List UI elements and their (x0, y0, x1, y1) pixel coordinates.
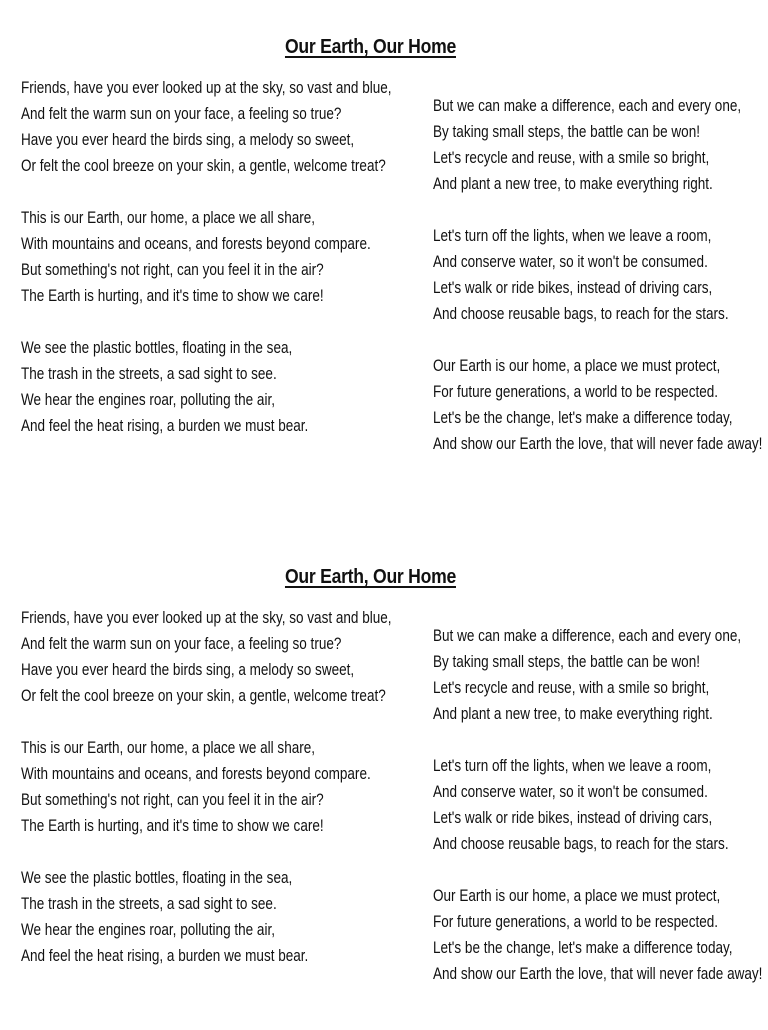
stanza (21, 205, 406, 309)
poem-line: We see the plastic bottles, floating in the sea, (21, 339, 293, 357)
poem-title: Our Earth, Our Home (284, 566, 456, 588)
poem-line: Our Earth is our home, a place we must protect, (433, 887, 721, 905)
poem-line: Let's turn off the lights, when we leave a room, (433, 227, 712, 245)
stanza (21, 865, 406, 969)
poem-line: And show our Earth the love, that will never fade away! (433, 965, 763, 983)
poem-line: And plant a new tree, to make everything right. (433, 705, 713, 723)
poem-line: Let's turn off the lights, when we leave a room, (433, 757, 712, 775)
poem-line: With mountains and oceans, and forests beyond compare. (21, 235, 371, 253)
poem-line: And conserve water, so it won't be consumed. (433, 783, 708, 801)
stanza (21, 605, 406, 709)
poem-line: We hear the engines roar, polluting the air, (21, 391, 275, 409)
poem-line: We hear the engines roar, polluting the air, (21, 921, 275, 939)
stanza (433, 623, 768, 727)
poem-line: Or felt the cool breeze on your skin, a gentle, welcome treat? (21, 687, 386, 705)
poem-line: By taking small steps, the battle can be won! (433, 653, 700, 671)
poem-line: Let's recycle and reuse, with a smile so bright, (433, 679, 710, 697)
poem-line: We see the plastic bottles, floating in the sea, (21, 869, 293, 887)
poem-line: By taking small steps, the battle can be won! (433, 123, 700, 141)
poem-line: Our Earth is our home, a place we must protect, (433, 357, 721, 375)
poem-copy-bottom (0, 530, 768, 1030)
poem-line: Let's walk or ride bikes, instead of driving cars, (433, 279, 713, 297)
poem-line: Let's be the change, let's make a difference today, (433, 939, 733, 957)
poem-line: The trash in the streets, a sad sight to see. (21, 365, 277, 383)
poem-line: With mountains and oceans, and forests beyond compare. (21, 765, 371, 783)
poem-line: And show our Earth the love, that will never fade away! (433, 435, 763, 453)
stanza (433, 223, 768, 327)
right-column (433, 623, 768, 1013)
poem-line: Friends, have you ever looked up at the sky, so vast and blue, (21, 609, 392, 627)
right-column (433, 93, 768, 483)
poem-line: And felt the warm sun on your face, a feeling so true? (21, 635, 342, 653)
poem-title: Our Earth, Our Home (284, 36, 456, 58)
poem-line: And plant a new tree, to make everything right. (433, 175, 713, 193)
poem-line: Friends, have you ever looked up at the sky, so vast and blue, (21, 79, 392, 97)
poem-line: The trash in the streets, a sad sight to see. (21, 895, 277, 913)
stanza (21, 335, 406, 439)
poem-line: And felt the warm sun on your face, a feeling so true? (21, 105, 342, 123)
left-column (21, 75, 406, 465)
poem-line: Let's recycle and reuse, with a smile so bright, (433, 149, 710, 167)
poem-line: But we can make a difference, each and every one, (433, 97, 742, 115)
poem-line: And conserve water, so it won't be consumed. (433, 253, 708, 271)
poem-line: Let's be the change, let's make a difference today, (433, 409, 733, 427)
stanza (433, 93, 768, 197)
stanza (433, 883, 768, 987)
poem-line: Let's walk or ride bikes, instead of driving cars, (433, 809, 713, 827)
poem-line: For future generations, a world to be respected. (433, 383, 719, 401)
poem-line: Have you ever heard the birds sing, a melody so sweet, (21, 661, 355, 679)
poem-line: And feel the heat rising, a burden we must bear. (21, 947, 309, 965)
poem-line: This is our Earth, our home, a place we all share, (21, 739, 316, 757)
stanza (433, 353, 768, 457)
poem-line: But something's not right, can you feel it in the air? (21, 791, 324, 809)
poem-line: This is our Earth, our home, a place we all share, (21, 209, 316, 227)
poem-line: But something's not right, can you feel it in the air? (21, 261, 324, 279)
stanza (433, 753, 768, 857)
poem-line: For future generations, a world to be respected. (433, 913, 719, 931)
stanza (21, 75, 406, 179)
poem-line: But we can make a difference, each and every one, (433, 627, 742, 645)
left-column (21, 605, 406, 995)
poem-line: And feel the heat rising, a burden we must bear. (21, 417, 309, 435)
poem-line: Have you ever heard the birds sing, a melody so sweet, (21, 131, 355, 149)
poem-line: And choose reusable bags, to reach for the stars. (433, 835, 729, 853)
poem-line: Or felt the cool breeze on your skin, a gentle, welcome treat? (21, 157, 386, 175)
poem-line: The Earth is hurting, and it's time to show we care! (21, 817, 324, 835)
poem-copy-top (0, 0, 768, 500)
stanza (21, 735, 406, 839)
poem-line: The Earth is hurting, and it's time to show we care! (21, 287, 324, 305)
poem-line: And choose reusable bags, to reach for the stars. (433, 305, 729, 323)
